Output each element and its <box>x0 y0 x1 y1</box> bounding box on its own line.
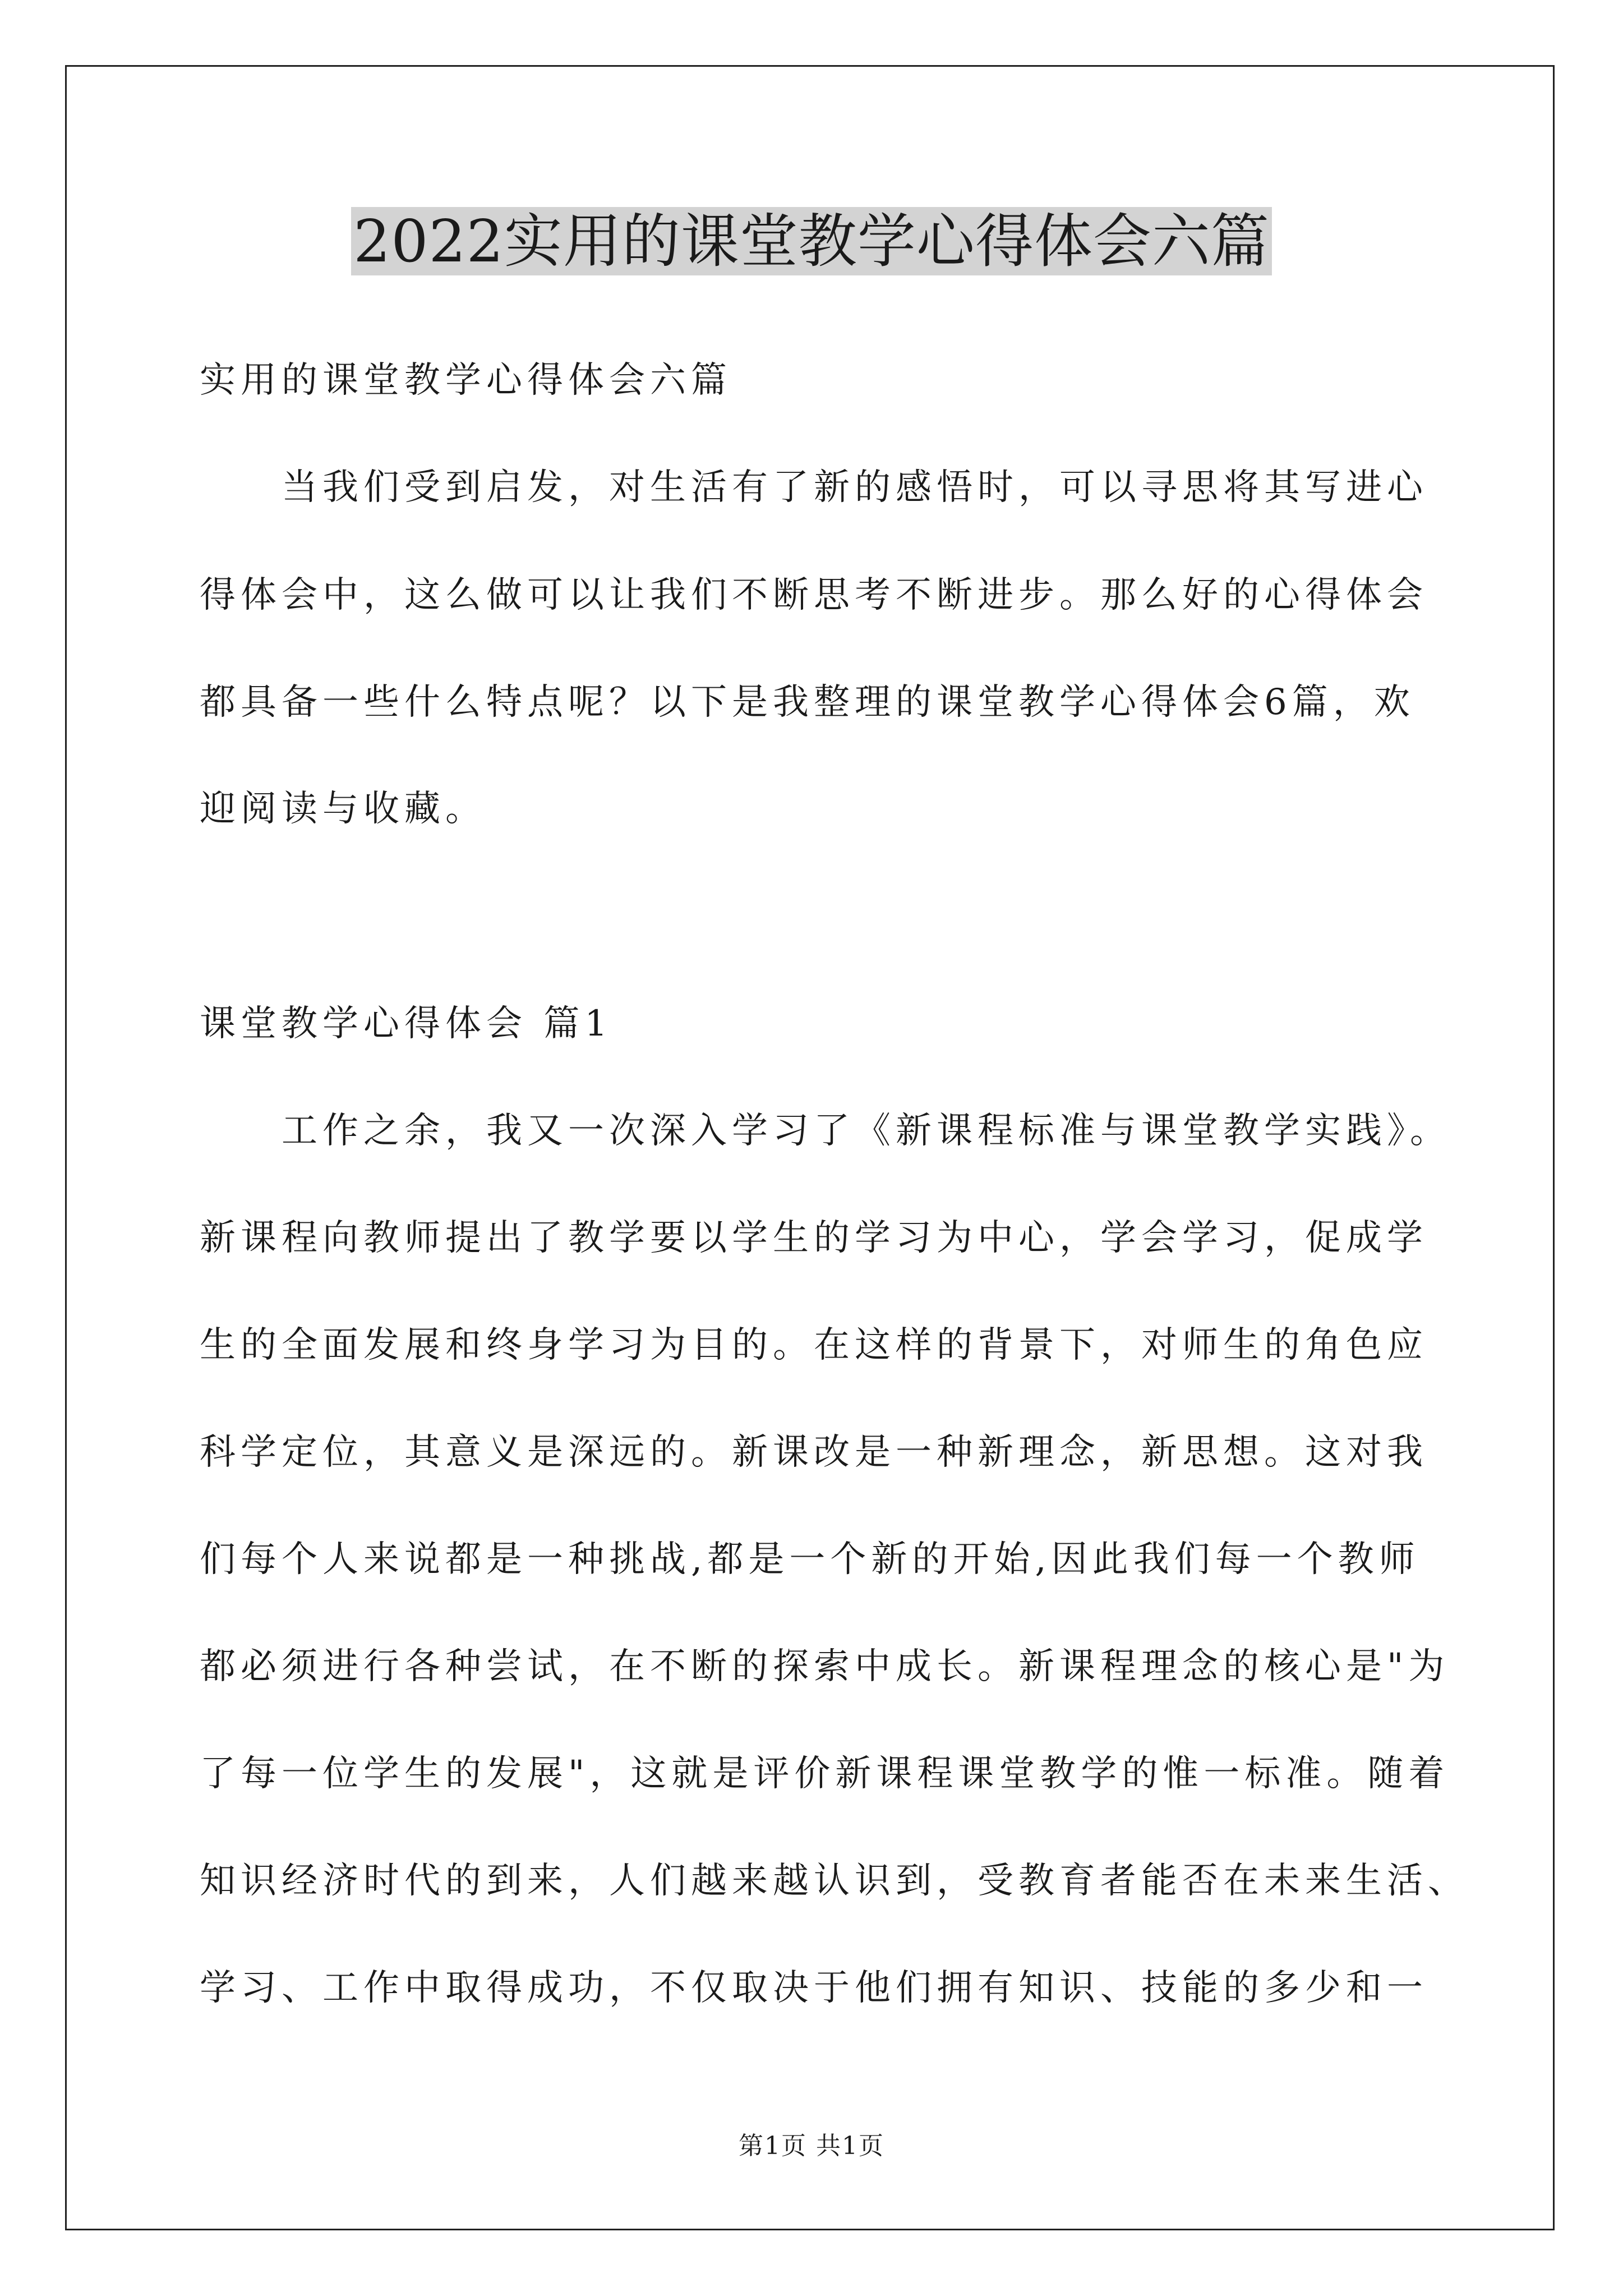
body-line-8: 知识经济时代的到来，人们越来越认识到，受教育者能否在未来生活、 <box>200 1860 1469 1902</box>
intro-line-1: 当我们受到启发，对生活有了新的感悟时，可以寻思将其写进心 <box>282 467 1428 508</box>
page-footer: 第1页 共1页 <box>739 2132 884 2160</box>
body-line-6: 都必须进行各种尝试，在不断的探索中成长。新课程理念的核心是"为 <box>200 1646 1450 1687</box>
body-line-1: 工作之余，我又一次深入学习了《新课程标准与课堂教学实践》。 <box>282 1110 1451 1152</box>
body-line-5: 们每个人来说都是一种挑战,都是一个新的开始,因此我们每一个教师 <box>200 1539 1420 1580</box>
intro-line-4: 迎阅读与收藏。 <box>200 788 486 830</box>
body-line-7: 了每一位学生的发展"，这就是评价新课程课堂教学的惟一标准。随着 <box>200 1753 1450 1795</box>
body-line-4: 科学定位，其意义是深远的。新课改是一种新理念，新思想。这对我 <box>200 1432 1428 1473</box>
intro-line-3: 都具备一些什么特点呢？以下是我整理的课堂教学心得体会6篇，欢 <box>200 682 1415 723</box>
document-subtitle: 实用的课堂教学心得体会六篇 <box>200 360 732 401</box>
body-line-9: 学习、工作中取得成功，不仅取决于他们拥有知识、技能的多少和一 <box>200 1967 1428 2009</box>
intro-line-2: 得体会中，这么做可以让我们不断思考不断进步。那么好的心得体会 <box>200 574 1428 616</box>
document-title-text: 2022实用的课堂教学心得体会六篇 <box>351 207 1272 275</box>
body-line-2: 新课程向教师提出了教学要以学生的学习为中心，学会学习，促成学 <box>200 1217 1428 1259</box>
document-title <box>0 205 1623 278</box>
body-line-3: 生的全面发展和终身学习为目的。在这样的背景下，对师生的角色应 <box>200 1324 1428 1366</box>
section-heading: 课堂教学心得体会 篇1 <box>200 1003 613 1045</box>
